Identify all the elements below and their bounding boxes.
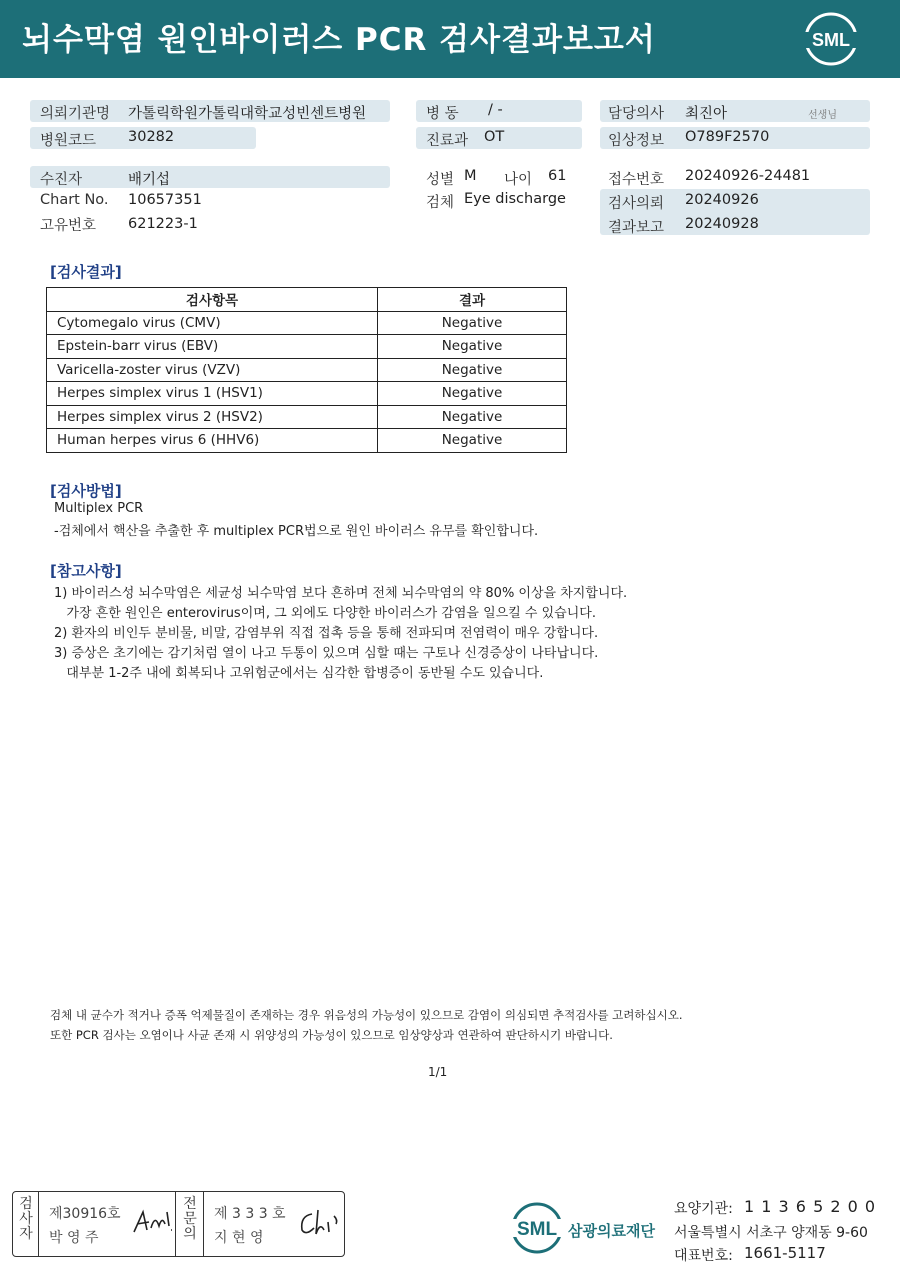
sex-value: M — [464, 168, 477, 184]
result-cell: Negative — [378, 429, 567, 453]
dept-label: 진료과 — [426, 133, 469, 149]
results-section-title: [검사결과] — [50, 263, 122, 281]
result-cell: Negative — [378, 358, 567, 382]
report-label: 결과보고 — [608, 220, 665, 236]
address: 서울특별시 서초구 양재동 9-60 — [674, 1225, 868, 1241]
table-row — [47, 335, 567, 359]
unique-value: 621223-1 — [128, 216, 198, 232]
item-cell: Varicella-zoster virus (VZV) — [47, 358, 378, 382]
receipt-label: 접수번호 — [608, 172, 665, 188]
svg-text:SML: SML — [516, 1219, 558, 1240]
disclaimer-line-2: 또한 PCR 검사는 오염이나 사균 존재 시 위양성의 가능성이 있으므로 임상양상과 연관하여 판단하시기 바랍니다. — [50, 1028, 613, 1042]
note-line: 3) 증상은 초기에는 감기처럼 열이 나고 두통이 있으며 심할 때는 구토나 신경증상이 나타납니다. — [54, 646, 599, 661]
request-value: 20240926 — [685, 192, 759, 208]
col-item-header: 검사항목 — [47, 288, 378, 312]
doctor-label-vertical: 전문의 — [183, 1196, 197, 1242]
page-number: 1/1 — [428, 1065, 448, 1079]
tester-label: 검사자 — [19, 1196, 33, 1242]
org-name: 삼광의료재단 — [568, 1222, 655, 1240]
method-line-2: -검체에서 핵산을 추출한 후 multiplex PCR법으로 원인 바이러스 유무를 확인합니다. — [54, 524, 539, 539]
sml-logo — [802, 10, 860, 68]
clinical-label: 임상정보 — [608, 133, 665, 149]
doctor-label-cell — [176, 1192, 204, 1256]
table-row — [47, 405, 567, 429]
note-line: 1) 바이러스성 뇌수막염은 세균성 뇌수막염 보다 흔하며 전체 뇌수막염의 약 80% 이상을 차지합니다. — [54, 586, 628, 601]
doctor-name: 지 현 영 — [214, 1230, 264, 1246]
report-title: 뇌수막염 원인바이러스 PCR 검사결과보고서 — [22, 22, 656, 58]
patient-value: 배기섭 — [128, 172, 171, 188]
age-value: 61 — [548, 168, 567, 184]
table-row — [47, 311, 567, 335]
ward-value: / - — [488, 102, 503, 118]
doctor-label: 담당의사 — [608, 106, 665, 122]
code-label: 요양기관: — [674, 1201, 733, 1217]
hospital-code-value: 30282 — [128, 129, 175, 145]
note-line: 2) 환자의 비인두 분비물, 비말, 감염부위 직접 접촉 등을 통해 전파되며 전염력이 매우 강합니다. — [54, 626, 599, 641]
age-label: 나이 — [504, 172, 533, 188]
sml-footer-logo — [510, 1199, 564, 1257]
item-cell: Epstein-barr virus (EBV) — [47, 335, 378, 359]
doctor-signature-icon — [296, 1206, 340, 1240]
report-value: 20240928 — [685, 216, 759, 232]
svg-text:SML: SML — [812, 30, 850, 50]
report-header — [0, 0, 900, 78]
method-section-title: [검사방법] — [50, 482, 122, 500]
hospital-code-label: 병원코드 — [40, 133, 97, 149]
tester-cell — [39, 1192, 175, 1256]
results-header-row — [47, 288, 567, 312]
signature-box — [12, 1191, 345, 1257]
table-row — [47, 429, 567, 453]
table-row — [47, 358, 567, 382]
phone-value: 1661-5117 — [744, 1244, 826, 1262]
results-table — [46, 287, 567, 453]
tester-name: 박 영 주 — [49, 1230, 99, 1246]
result-cell: Negative — [378, 405, 567, 429]
item-cell: Herpes simplex virus 2 (HSV2) — [47, 405, 378, 429]
sex-label: 성별 — [426, 172, 455, 188]
doctor-value: 최진아 — [685, 106, 728, 122]
institution-label: 의뢰기관명 — [40, 106, 111, 122]
doctor-number: 제 3 3 3 호 — [214, 1206, 286, 1222]
note-line: 대부분 1-2주 내에 회복되나 고위험군에서는 심각한 합병증이 동반될 수도 있습니다. — [54, 666, 544, 681]
specimen-label: 검체 — [426, 195, 455, 211]
code-value: 1 1 3 6 5 2 0 0 — [744, 1197, 877, 1216]
tester-number: 제30916호 — [49, 1206, 121, 1222]
note-line: 가장 흔한 원인은 enterovirus이며, 그 외에도 다양한 바이러스가 감염을 일으킬 수 있습니다. — [54, 606, 596, 621]
result-cell: Negative — [378, 311, 567, 335]
ward-label: 병 동 — [426, 106, 459, 122]
chart-label: Chart No. — [40, 192, 109, 208]
institution-value: 가톨릭학원가톨릭대학교성빈센트병원 — [128, 106, 367, 122]
patient-field — [30, 166, 390, 188]
doctor-suffix: 선생님 — [808, 110, 837, 121]
request-label: 검사의뢰 — [608, 196, 665, 212]
notes-section-title: [참고사항] — [50, 562, 122, 580]
doctor-cell — [204, 1192, 344, 1256]
item-cell: Cytomegalo virus (CMV) — [47, 311, 378, 335]
clinical-value: O789F2570 — [685, 129, 770, 145]
result-cell: Negative — [378, 335, 567, 359]
item-cell: Herpes simplex virus 1 (HSV1) — [47, 382, 378, 406]
patient-label: 수진자 — [40, 172, 83, 188]
result-cell: Negative — [378, 382, 567, 406]
tester-signature-icon — [131, 1206, 173, 1238]
unique-label: 고유번호 — [40, 218, 97, 234]
dept-value: OT — [484, 129, 505, 145]
item-cell: Human herpes virus 6 (HHV6) — [47, 429, 378, 453]
method-line-1: Multiplex PCR — [54, 501, 144, 516]
col-result-header: 결과 — [378, 288, 567, 312]
disclaimer-line-1: 검체 내 균수가 적거나 증폭 억제물질이 존재하는 경우 위음성의 가능성이 있으므로 감염이 의심되면 추적검사를 고려하십시오. — [50, 1008, 683, 1022]
specimen-value: Eye discharge — [464, 191, 566, 207]
chart-value: 10657351 — [128, 192, 202, 208]
phone-label: 대표번호: — [674, 1248, 733, 1264]
table-row — [47, 382, 567, 406]
tester-label-cell — [13, 1192, 39, 1256]
receipt-value: 20240926-24481 — [685, 168, 811, 184]
